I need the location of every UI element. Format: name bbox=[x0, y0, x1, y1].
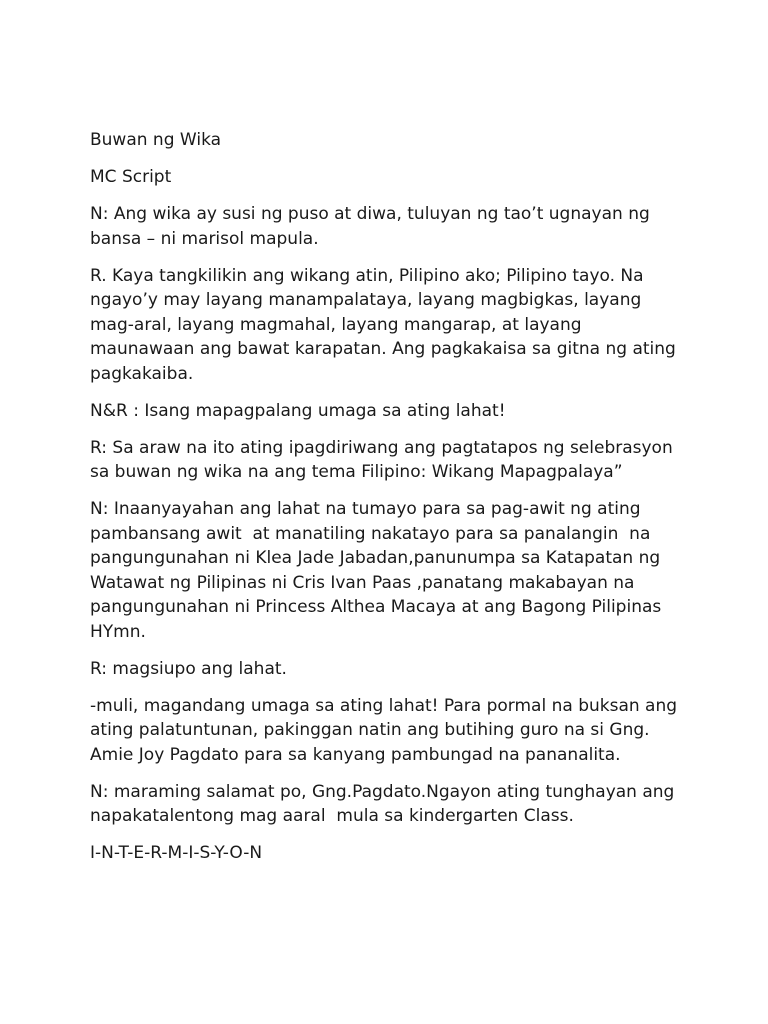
script-line-5: N: Inaanyayahan ang lahat na tumayo para sa pag-awit ng ating pambansang awit at manatiling nakatayo para sa panalangin na pangungunahan ni Klea Jade Jabadan,panunumpa sa Katapatan ng Watawat ng Pilipinas ni Cris Ivan Paas ,panatang makabayan na pangungunahan ni Princess Althea Macaya at ang Bagong Pilipinas HYmn. bbox=[90, 499, 667, 642]
script-line-4: R: Sa araw na ito ating ipagdiriwang ang pagtatapos ng selebrasyon sa buwan ng wika na ang tema Filipino: Wikang Mapagpalaya” bbox=[90, 437, 679, 482]
document-title: Buwan ng Wika bbox=[90, 130, 222, 150]
script-line-6: R: magsiupo ang lahat. bbox=[90, 658, 287, 679]
script-line-2: R. Kaya tangkilikin ang wikang atin, Pilipino ako; Pilipino tayo. Na ngayo’y may layang manampalataya, layang magbigkas, layang mag-aral, layang magmahal, layang mangarap, at layang maunawaan ang bawat karapatan. Ang pagkakaisa sa gitna ng ating pagkakaiba. bbox=[90, 265, 682, 384]
script-line-9: I-N-T-E-R-M-I-S-Y-O-N bbox=[90, 843, 263, 863]
document-subtitle: MC Script bbox=[90, 167, 172, 187]
script-line-3: N&R : Isang mapagpalang umaga sa ating lahat! bbox=[90, 400, 506, 421]
document-body bbox=[90, 128, 683, 878]
script-line-7: -muli, magandang umaga sa ating lahat! Para pormal na buksan ang ating palatuntunan, pakinggan natin ang butihing guro na si Gng. Amie Joy Pagdato para sa kanyang pambungad na pananalita. bbox=[90, 695, 683, 765]
script-line-1: N: Ang wika ay susi ng puso at diwa, tuluyan ng tao’t ugnayan ng bansa – ni marisol mapula. bbox=[90, 204, 656, 249]
script-line-8: N: maraming salamat po, Gng.Pagdato.Ngayon ating tunghayan ang napakatalentong mag aaral mula sa kindergarten Class. bbox=[90, 781, 680, 826]
